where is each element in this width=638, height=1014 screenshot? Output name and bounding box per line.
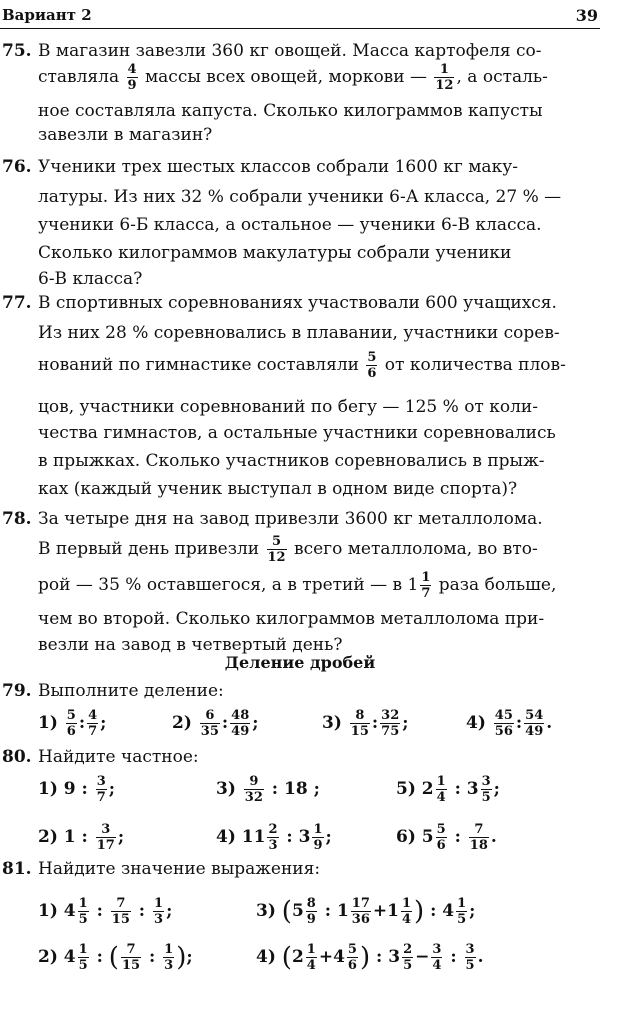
text-run: ках (каждый ученик выступал в одном виде спорта)?	[38, 479, 518, 499]
text-run: :	[515, 713, 523, 733]
problem-text-line	[38, 608, 544, 630]
denominator: 3	[268, 838, 278, 853]
fraction	[244, 774, 264, 805]
problem-text-line	[38, 214, 542, 236]
numerator: 1	[78, 896, 88, 911]
denominator: 6	[347, 958, 357, 973]
numerator: 17	[351, 896, 370, 911]
fraction	[456, 896, 467, 927]
text-run: ;	[100, 713, 107, 733]
exercise-item	[256, 942, 484, 973]
numerator: 1	[78, 942, 88, 957]
text-run: 4) 11	[216, 827, 266, 847]
fraction	[306, 942, 317, 973]
text-run: везли на завод в четвертый день?	[38, 635, 343, 655]
numerator: 32	[381, 708, 400, 723]
text-run: 1) 9 :	[38, 779, 94, 799]
problem-text-line	[38, 268, 142, 290]
problem-text-line	[38, 40, 542, 62]
text-run: :	[448, 827, 467, 847]
variant-label: Вариант 2	[2, 6, 92, 24]
numerator: 1	[306, 942, 316, 957]
text-run: от количества плов-	[379, 355, 566, 375]
denominator: 3	[164, 958, 174, 973]
text-run: 6-В класса?	[38, 269, 143, 289]
text-run: Ученики трех шестых классов собрали 1600 кг маку-	[38, 157, 518, 177]
fraction	[469, 822, 489, 853]
text-run: .	[490, 827, 497, 847]
problem-text-line	[38, 124, 212, 146]
text-run: Сколько килограммов макулатуры собрали ученики	[38, 243, 512, 263]
problem-text-line	[38, 186, 561, 208]
text-run: ставляла	[38, 67, 125, 87]
bracket: (	[108, 942, 119, 973]
instruction: Выполните деление:	[38, 681, 224, 701]
text-run: :	[143, 947, 162, 967]
fraction	[524, 708, 544, 739]
denominator: 6	[436, 838, 446, 853]
text-run: : 1	[318, 901, 349, 921]
fraction	[494, 708, 514, 739]
text-run: .	[546, 713, 553, 733]
fraction	[267, 534, 287, 565]
denominator: 32	[244, 790, 263, 805]
text-run: 5) 2	[396, 779, 434, 799]
problem-number: 80.	[2, 747, 32, 767]
problem-text-line	[38, 100, 543, 122]
fraction	[347, 942, 358, 973]
bracket: )	[176, 942, 187, 973]
problem-text-line	[38, 62, 548, 93]
numerator: 7	[121, 942, 141, 958]
exercise-item	[396, 822, 497, 853]
numerator: 3	[96, 822, 116, 838]
text-run: :	[78, 713, 86, 733]
fraction	[350, 708, 370, 739]
denominator: 5	[457, 912, 467, 927]
text-run: : 3	[448, 779, 479, 799]
text-run: :	[221, 713, 229, 733]
fraction	[402, 942, 413, 973]
denominator: 9	[127, 78, 137, 93]
text-run: : 18 ;	[265, 779, 320, 799]
problem-text-line	[38, 156, 518, 178]
exercise-item	[38, 942, 193, 973]
text-run: в прыжках. Сколько участников соревновались в прыж-	[38, 451, 545, 471]
text-run: раза больше,	[433, 575, 557, 595]
text-run: :	[444, 947, 463, 967]
exercise-item	[322, 708, 409, 739]
text-run: 2) 4	[38, 947, 76, 967]
numerator: 3	[465, 942, 475, 957]
text-run: .	[477, 947, 484, 967]
problem-number: 79.	[2, 681, 32, 701]
numerator: 1	[421, 570, 431, 585]
fraction	[366, 350, 377, 381]
problem-text-line	[38, 350, 566, 381]
text-run: ;	[252, 713, 259, 733]
numerator: 8	[306, 896, 316, 911]
page-number: 39	[575, 6, 598, 25]
fraction	[434, 62, 454, 93]
fraction	[306, 896, 317, 927]
problem-number: 77.	[2, 293, 32, 313]
denominator: 7	[96, 790, 106, 805]
problem-text-line	[38, 396, 538, 418]
denominator: 7	[421, 586, 431, 601]
fraction	[78, 896, 89, 927]
text-run: чества гимнастов, а остальные участники соревновались	[38, 423, 556, 443]
instruction: Найдите значение выражения:	[38, 859, 321, 879]
fraction	[401, 896, 412, 927]
numerator: 6	[200, 708, 220, 724]
numerator: 7	[111, 896, 131, 912]
text-run: В магазин завезли 360 кг овощей. Масса картофеля со-	[38, 41, 542, 61]
fraction	[267, 822, 278, 853]
fraction	[96, 774, 107, 805]
numerator: 3	[96, 774, 106, 789]
text-run: Из них 28 % соревновались в плавании, участники сорев-	[38, 323, 560, 343]
exercise-item	[216, 774, 320, 805]
text-run: :	[371, 713, 379, 733]
numerator: 1	[436, 774, 446, 789]
fraction	[312, 822, 323, 853]
denominator: 56	[494, 724, 513, 739]
numerator: 5	[66, 708, 76, 723]
text-run: , а осталь-	[456, 67, 548, 87]
problem-text-line	[38, 292, 557, 314]
denominator: 15	[350, 724, 369, 739]
denominator: 5	[465, 958, 475, 973]
numerator: 8	[350, 708, 370, 724]
problem-text-line	[38, 242, 511, 264]
text-run: : 4	[424, 901, 455, 921]
text-run: ;	[402, 713, 409, 733]
fraction	[111, 896, 131, 927]
problem-text-line	[38, 508, 543, 530]
text-run: ;	[166, 901, 173, 921]
fraction	[420, 570, 431, 601]
fraction	[96, 822, 116, 853]
text-run: 2) 1 :	[38, 827, 94, 847]
problem-text-line	[38, 478, 517, 500]
denominator: 9	[306, 912, 316, 927]
numerator: 9	[244, 774, 264, 790]
numerator: 2	[403, 942, 413, 957]
numerator: 3	[432, 942, 442, 957]
text-run: всего металлолома, во вто-	[288, 539, 538, 559]
denominator: 17	[96, 838, 115, 853]
denominator: 6	[66, 724, 76, 739]
denominator: 3	[154, 912, 164, 927]
denominator: 4	[436, 790, 446, 805]
text-run: 6) 5	[396, 827, 434, 847]
problem-number: 78.	[2, 509, 32, 529]
text-run: ;	[108, 779, 116, 799]
denominator: 35	[200, 724, 219, 739]
numerator: 45	[494, 708, 513, 723]
text-run: ное составляла капуста. Сколько килограммов капусты	[38, 101, 543, 121]
numerator: 1	[457, 896, 467, 911]
text-run: : 3	[280, 827, 311, 847]
fraction	[87, 708, 98, 739]
text-run: завезли в магазин?	[38, 125, 213, 145]
text-run: 3)	[322, 713, 348, 733]
text-run: 3)	[256, 901, 282, 921]
problem-text-line	[38, 322, 560, 344]
denominator: 4	[432, 958, 442, 973]
fraction	[351, 896, 371, 927]
problem-text-line	[38, 422, 556, 444]
problem-number: 75.	[2, 41, 32, 61]
numerator: 4	[127, 62, 137, 77]
text-run: нований по гимнастике составляли	[38, 355, 365, 375]
text-run: :	[132, 901, 152, 921]
numerator: 2	[268, 822, 278, 837]
text-run: рой — 35 % оставшегося, а в третий — в 1	[38, 575, 419, 595]
text-run: цов, участники соревнований по бегу — 125 % от коли-	[38, 397, 538, 417]
text-run: В первый день привезли	[38, 539, 265, 559]
denominator: 15	[111, 912, 130, 927]
fraction	[481, 774, 492, 805]
fraction	[78, 942, 89, 973]
denominator: 5	[481, 790, 491, 805]
numerator: 48	[231, 708, 250, 723]
text-run: :	[90, 901, 109, 921]
fraction	[436, 774, 447, 805]
text-run: 4)	[256, 947, 282, 967]
denominator: 4	[401, 912, 412, 927]
exercise-item	[38, 822, 124, 853]
fraction	[153, 896, 164, 927]
text-run: 4)	[466, 713, 492, 733]
text-run: ;	[325, 827, 332, 847]
fraction	[200, 708, 220, 739]
text-run: 2)	[172, 713, 198, 733]
exercise-item	[256, 896, 475, 927]
bracket: )	[414, 896, 425, 927]
denominator: 7	[88, 724, 98, 739]
numerator: 5	[347, 942, 357, 957]
denominator: 36	[351, 912, 370, 927]
exercise-item	[38, 708, 106, 739]
exercise-item	[38, 774, 115, 805]
fraction	[127, 62, 138, 93]
text-run: ученики 6-Б класса, а остальное — ученики 6-В класса.	[38, 215, 542, 235]
bracket: )	[359, 942, 371, 973]
fraction	[121, 942, 141, 973]
text-run: ;	[186, 947, 193, 967]
denominator: 6	[367, 366, 377, 381]
text-run: ;	[117, 827, 125, 847]
exercise-item	[466, 708, 552, 739]
numerator: 1	[401, 896, 412, 911]
numerator: 5	[267, 534, 287, 550]
denominator: 4	[306, 958, 316, 973]
text-run: латуры. Из них 32 % собрали ученики 6-А класса, 27 % —	[38, 187, 562, 207]
exercise-item	[216, 822, 332, 853]
numerator: 5	[436, 822, 446, 837]
fraction	[66, 708, 77, 739]
denominator: 49	[231, 724, 250, 739]
text-run: 1) 4	[38, 901, 76, 921]
fraction	[163, 942, 174, 973]
denominator: 75	[381, 724, 400, 739]
instruction: Найдите частное:	[38, 747, 199, 767]
page-header	[0, 6, 600, 29]
denominator: 12	[435, 78, 454, 93]
problem-text-line	[38, 450, 544, 472]
denominator: 12	[267, 550, 286, 565]
denominator: 49	[525, 724, 544, 739]
denominator: 18	[469, 838, 488, 853]
numerator: 1	[313, 822, 323, 837]
text-run: В спортивных соревнованиях участвовали 600 учащихся.	[38, 293, 557, 313]
bracket: (	[281, 942, 292, 973]
fraction	[380, 708, 400, 739]
text-run: ;	[493, 779, 500, 799]
text-run: 1)	[38, 713, 64, 733]
denominator: 15	[121, 958, 141, 973]
numerator: 4	[88, 708, 98, 723]
fraction	[431, 942, 442, 973]
fraction	[230, 708, 250, 739]
text-run: 5	[291, 901, 304, 921]
text-run: 2	[291, 947, 304, 967]
bracket: (	[281, 896, 292, 927]
exercise-item	[396, 774, 500, 805]
text-run: +4	[318, 947, 345, 967]
numerator: 1	[164, 942, 174, 957]
problem-number: 81.	[2, 859, 32, 879]
section-title: Деление дробей	[224, 653, 376, 672]
problem-text-line	[38, 570, 556, 601]
denominator: 5	[403, 958, 413, 973]
text-run: −	[415, 947, 430, 967]
text-run: чем во второй. Сколько килограммов металлолома при-	[38, 609, 545, 629]
denominator: 5	[78, 912, 88, 927]
denominator: 5	[78, 958, 88, 973]
text-run: :	[90, 947, 109, 967]
numerator: 1	[154, 896, 164, 911]
text-run: массы всех овощей, моркови —	[139, 67, 433, 87]
numerator: 5	[367, 350, 377, 365]
numerator: 7	[469, 822, 489, 838]
text-run: ;	[469, 901, 476, 921]
exercise-item	[38, 896, 172, 927]
denominator: 9	[313, 838, 323, 853]
text-run: За четыре дня на завод привезли 3600 кг металлолома.	[38, 509, 543, 529]
fraction	[465, 942, 476, 973]
problem-number: 76.	[2, 157, 32, 177]
text-run: +1	[372, 901, 399, 921]
numerator: 54	[525, 708, 544, 723]
numerator: 3	[481, 774, 491, 789]
text-run: 3)	[216, 779, 242, 799]
exercise-item	[172, 708, 259, 739]
numerator: 1	[434, 62, 454, 78]
problem-text-line	[38, 534, 538, 565]
text-run: : 3	[370, 947, 401, 967]
fraction	[436, 822, 447, 853]
